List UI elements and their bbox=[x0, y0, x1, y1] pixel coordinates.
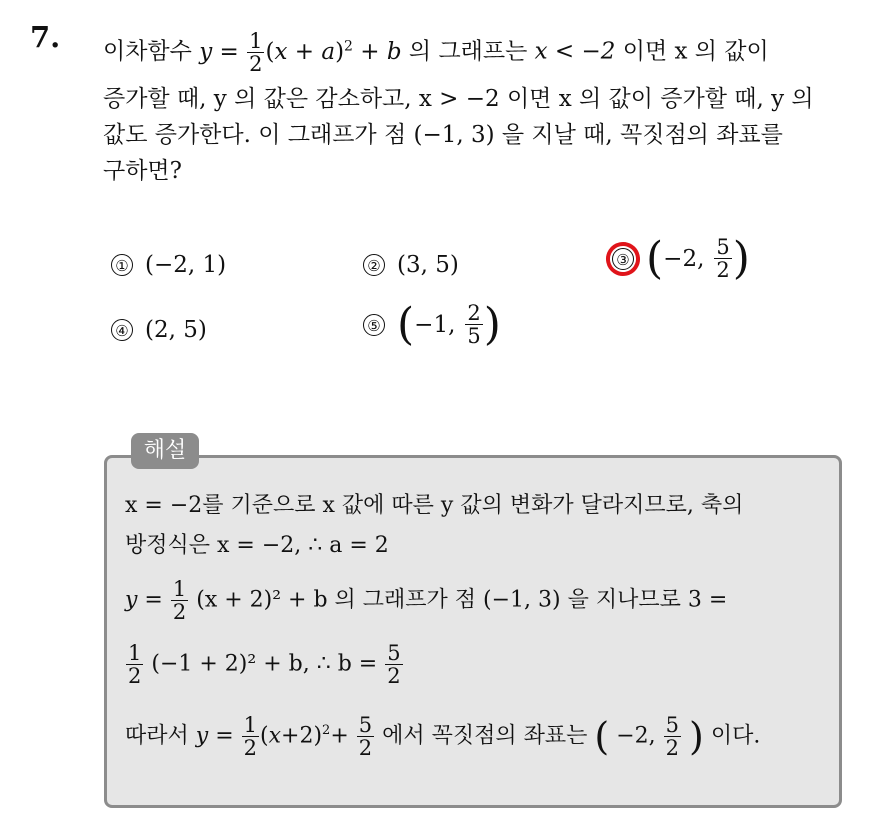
solution-line-5-prefix: 따라서 bbox=[125, 723, 189, 749]
choice-5[interactable]: ⑤ ( −1, $\frac{2}{5}$ ) bbox=[363, 302, 501, 347]
function-formula: y = $\frac{1}{2}$ $(x + a)^2 + b$ bbox=[199, 29, 402, 77]
solution-vertex-frac: $\frac{5}{2}$ bbox=[665, 713, 680, 761]
question-number: 7. bbox=[30, 20, 61, 54]
choice-1-text: (−2, 1) bbox=[145, 252, 227, 278]
choice-3-frac-num: 5 bbox=[716, 235, 730, 259]
question-line-2: 증가할 때, y 의 값은 감소하고, x > −2 이면 x 의 값이 증가할 때, y 의 bbox=[103, 86, 814, 112]
solution-tab: 해설 bbox=[131, 433, 199, 469]
choice-3-fraction bbox=[714, 236, 731, 281]
question-line-4: 구하면? bbox=[103, 158, 182, 184]
solution-line-1: x = −2를 기준으로 x 값에 따른 y 값의 변화가 달라지므로, 축의 bbox=[125, 493, 744, 518]
choice-4-marker: ④ bbox=[111, 319, 133, 341]
solution-fraction-b: $\frac{5}{2}$ bbox=[387, 641, 401, 689]
solution-line-3-text: (x + 2)² + b 의 그래프가 점 (−1, 3) 을 지나므로 3 = bbox=[196, 587, 728, 613]
solution-line-4-text: (−1 + 2)² + b, ∴ b = bbox=[151, 651, 378, 677]
question-line-1 bbox=[103, 30, 769, 75]
question-line-3: 값도 증가한다. 이 그래프가 점 (−1, 3) 을 지날 때, 꼭짓점의 좌표를 bbox=[103, 122, 783, 148]
question-line1-end: 이면 x 의 값이 bbox=[622, 38, 769, 65]
question-mid: 의 그래프는 bbox=[408, 38, 528, 65]
choice-5-marker: ⑤ bbox=[363, 314, 385, 336]
solution-line-3: y = $\frac{1}{2}$ (x + 2)² + b 의 그래프가 점 (−1, 3) 을 지나므로 3 = bbox=[125, 577, 728, 625]
solution-vertex-x: −2, bbox=[616, 723, 656, 749]
choice-3-prefix: −2, bbox=[663, 245, 705, 272]
choice-3[interactable]: ③ ( −2, $\frac{5}{2}$ ) bbox=[612, 236, 750, 281]
choice-5-fraction bbox=[465, 302, 482, 347]
choice-2-marker: ② bbox=[363, 254, 385, 276]
choice-3-frac-den: 2 bbox=[716, 258, 730, 283]
choice-5-prefix: −1, bbox=[414, 311, 456, 338]
solution-line-4 bbox=[125, 642, 404, 687]
choice-5-frac-den: 5 bbox=[467, 324, 481, 349]
choice-2-text: (3, 5) bbox=[397, 252, 459, 278]
choice-1[interactable] bbox=[111, 252, 226, 278]
solution-line-5-mid: 에서 꼭짓점의 좌표는 bbox=[382, 723, 588, 749]
choice-3-marker: ③ bbox=[612, 248, 634, 270]
choice-1-marker: ① bbox=[111, 254, 133, 276]
solution-fraction-half-1: $\frac{1}{2}$ bbox=[172, 577, 187, 625]
solution-line-2: 방정식은 x = −2, ∴ a = 2 bbox=[125, 533, 389, 558]
choice-5-frac-num: 2 bbox=[467, 301, 481, 325]
choice-4[interactable] bbox=[111, 317, 207, 343]
choice-2[interactable] bbox=[363, 252, 459, 278]
question-prefix: 이차함수 bbox=[103, 38, 192, 65]
choice-4-text: (2, 5) bbox=[145, 317, 207, 343]
question-condition: x < −2 bbox=[534, 38, 616, 65]
solution-line-5-end: 이다. bbox=[710, 723, 761, 749]
fraction-half: $\frac{1}{2}$ bbox=[249, 29, 263, 77]
solution-fraction-half-2: $\frac{1}{2}$ bbox=[128, 641, 142, 689]
solution-line-5: 따라서 y = $\frac{1}{2}$ $(x+2)^2+$ $\frac{5}{2}$ 에서 꼭짓점의 좌표는 ( −2, $\frac{5}{2}$ ) 이다. bbox=[125, 713, 761, 761]
